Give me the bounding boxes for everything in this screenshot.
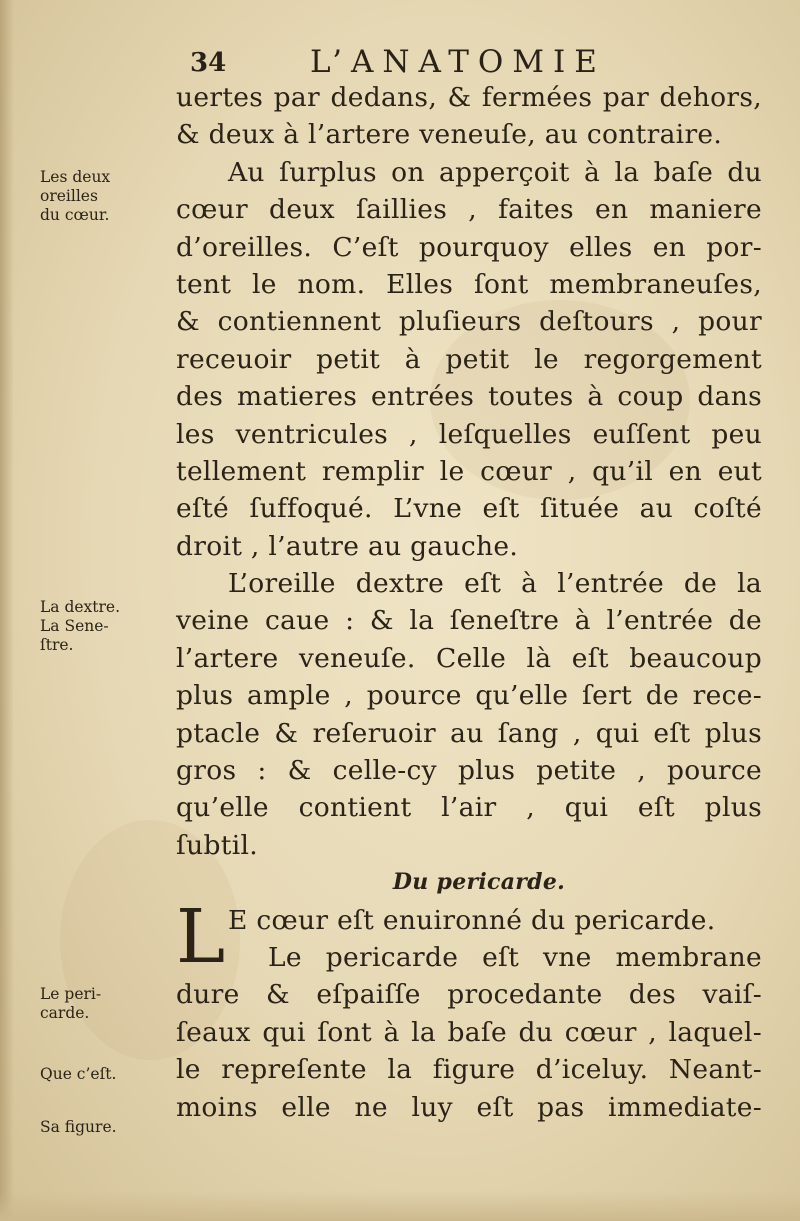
text-line: gros : & celle-cy plus petite , pource — [176, 755, 762, 787]
text-line: ſubtil. — [176, 829, 258, 861]
text-line: receuoir petit à petit le regorgement — [176, 343, 762, 375]
text-line: Le pericarde eſt vne membrane — [268, 941, 762, 973]
dropcap-paragraph — [176, 893, 762, 1126]
text-line: Au ſurplus on apperçoit à la baſe du — [228, 156, 762, 188]
margin-note-line: du cœur. — [40, 206, 110, 224]
text-line: tellement remplir le cœur , qu’il en eut — [176, 455, 762, 487]
drop-cap: L — [176, 893, 226, 980]
text-line: qu’elle contient l’air , qui eſt plus — [176, 792, 762, 824]
text-line: & contiennent pluſieurs deſtours , pour — [176, 306, 762, 338]
text-line: le repreſente la figure d’iceluy. Neant- — [176, 1054, 762, 1086]
margin-note-line: Le peri- — [40, 985, 102, 1003]
margin-note-line: ſtre. — [40, 636, 74, 654]
text-line: des matieres entrées toutes à coup dans — [176, 381, 762, 413]
text-line: plus ample , pource qu’elle ſert de rece- — [176, 680, 762, 712]
running-title: L’ANATOMIE — [310, 44, 606, 80]
text-line: tent le nom. Elles ſont membraneuſes, — [176, 268, 762, 300]
text-line: dure & eſpaiſſe procedante des vaiſ- — [176, 979, 762, 1011]
text-line: moins elle ne luy eſt pas immediate- — [176, 1091, 762, 1123]
margin-note-pericarde — [40, 985, 160, 1023]
text-line: ptacle & reſeruoir au ſang , qui eſt plus — [176, 717, 762, 749]
margin-note-que-cest — [40, 1065, 160, 1084]
text-line: les ventricules , leſquelles euſſent peu — [176, 418, 762, 450]
margin-note-oreilles — [40, 168, 160, 225]
text-line: droit , l’autre au gauche. — [176, 530, 519, 562]
margin-note-line: La dextre. — [40, 598, 121, 616]
page-bottom-shadow — [0, 1191, 800, 1221]
section-heading: Du pericarde. — [392, 869, 566, 896]
margin-note-line: carde. — [40, 1004, 90, 1022]
text-line: L’oreille dextre eſt à l’entrée de la — [228, 568, 762, 600]
text-line: eſté ſuffoqué. L’vne eſt ſituée au coſté — [176, 493, 762, 525]
text-line: d’oreilles. C’eſt pourquoy elles en por- — [176, 231, 762, 263]
page-number: 34 — [190, 48, 227, 78]
margin-note-line: La Sene- — [40, 617, 109, 635]
margin-note-line: oreilles — [40, 187, 98, 205]
text-line: ſeaux qui ſont à la baſe du cœur , laquel- — [176, 1016, 762, 1048]
text-line: veine caue : & la ſeneſtre à l’entrée de — [176, 605, 762, 637]
text-line: E cœur eſt enuironné du pericarde. — [228, 904, 716, 936]
margin-note-figure — [40, 1118, 160, 1137]
body-text — [176, 79, 762, 1126]
margin-note-line: Les deux — [40, 168, 111, 186]
margin-note-line: Sa figure. — [40, 1118, 117, 1136]
text-line: cœur deux ſaillies , faites en maniere — [176, 194, 762, 226]
margin-note-line: Que c’eſt. — [40, 1065, 117, 1083]
page-gutter-shadow — [0, 0, 14, 1221]
text-line: l’artere veneuſe. Celle là eſt beaucoup — [176, 642, 762, 674]
text-line: & deux à l’artere veneuſe, au contraire. — [176, 119, 723, 151]
margin-note-dextre — [40, 598, 160, 655]
text-line: uertes par dedans, & fermées par dehors, — [176, 82, 762, 113]
